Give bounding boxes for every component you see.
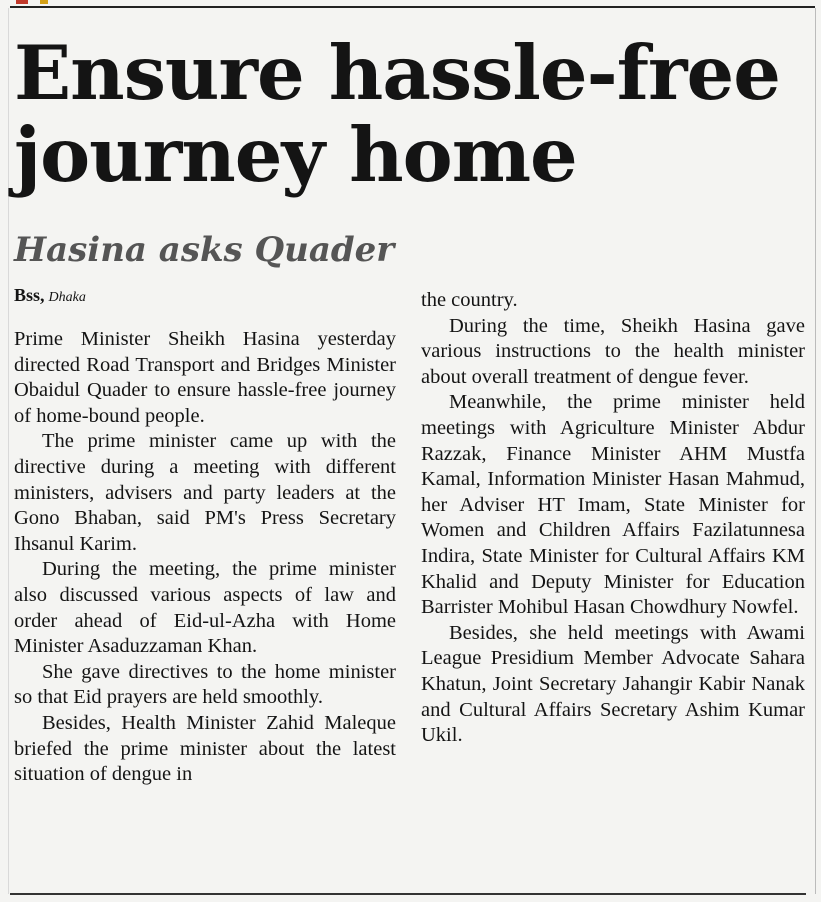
left-border [8,8,9,894]
article-column-right [421,288,805,749]
bottom-divider [10,893,806,895]
paragraph: Besides, she held meetings with Awami League Presidium Member Advocate Sahara Khatun, Joint Secretary Jahangir Kabir Nanak and Cultural Affairs Secretary Ashim Kumar Ukil. [421,621,805,747]
paragraph: She gave directives to the home minister so that Eid prayers are held smoothly. [14,660,396,709]
paragraph: The prime minister came up with the directive during a meeting with different ministers, advisers and party leaders at the Gono Bhaban, said PM's Press Secretary Ihsanul Karim. [14,430,396,555]
article-subheadline: Hasina asks Quader [14,230,395,270]
byline [14,285,86,308]
top-color-mark-red [16,0,28,4]
byline-location: Dhaka [48,290,86,305]
byline-agency: Bss, [14,285,45,305]
paragraph: the country. [421,289,518,311]
paragraph: Besides, Health Minister Zahid Maleque briefed the prime minister about the latest situation of dengue in [14,711,396,786]
paragraph: Prime Minister Sheikh Hasina yesterday directed Road Transport and Bridges Minister Obaidul Quader to ensure hassle-free journey of home-bound people. [14,328,396,427]
top-color-mark-yellow [40,0,48,4]
article-headline: Ensure hassle-free journey home [14,29,780,199]
paragraph: During the time, Sheikh Hasina gave various instructions to the health minister about overall treatment of dengue fever. [421,314,805,388]
right-border [815,8,816,894]
top-divider [10,6,815,8]
article-column-left [14,327,396,788]
paragraph: Meanwhile, the prime minister held meetings with Agriculture Minister Abdur Razzak, Finance Minister AHM Mustfa Kamal, Information Minister Hasan Mahmud, her Adviser HT Imam, State Minister for Women and Children Affairs Fazilatunnesa Indira, State Minister for Cultural Affairs KM Khalid and Deputy Minister for Education Barrister Mohibul Hasan Chowdhury Nowfel. [421,391,805,619]
paragraph: During the meeting, the prime minister also discussed various aspects of law and order ahead of Eid-ul-Azha with Home Minister Asaduzzaman Khan. [14,558,396,658]
